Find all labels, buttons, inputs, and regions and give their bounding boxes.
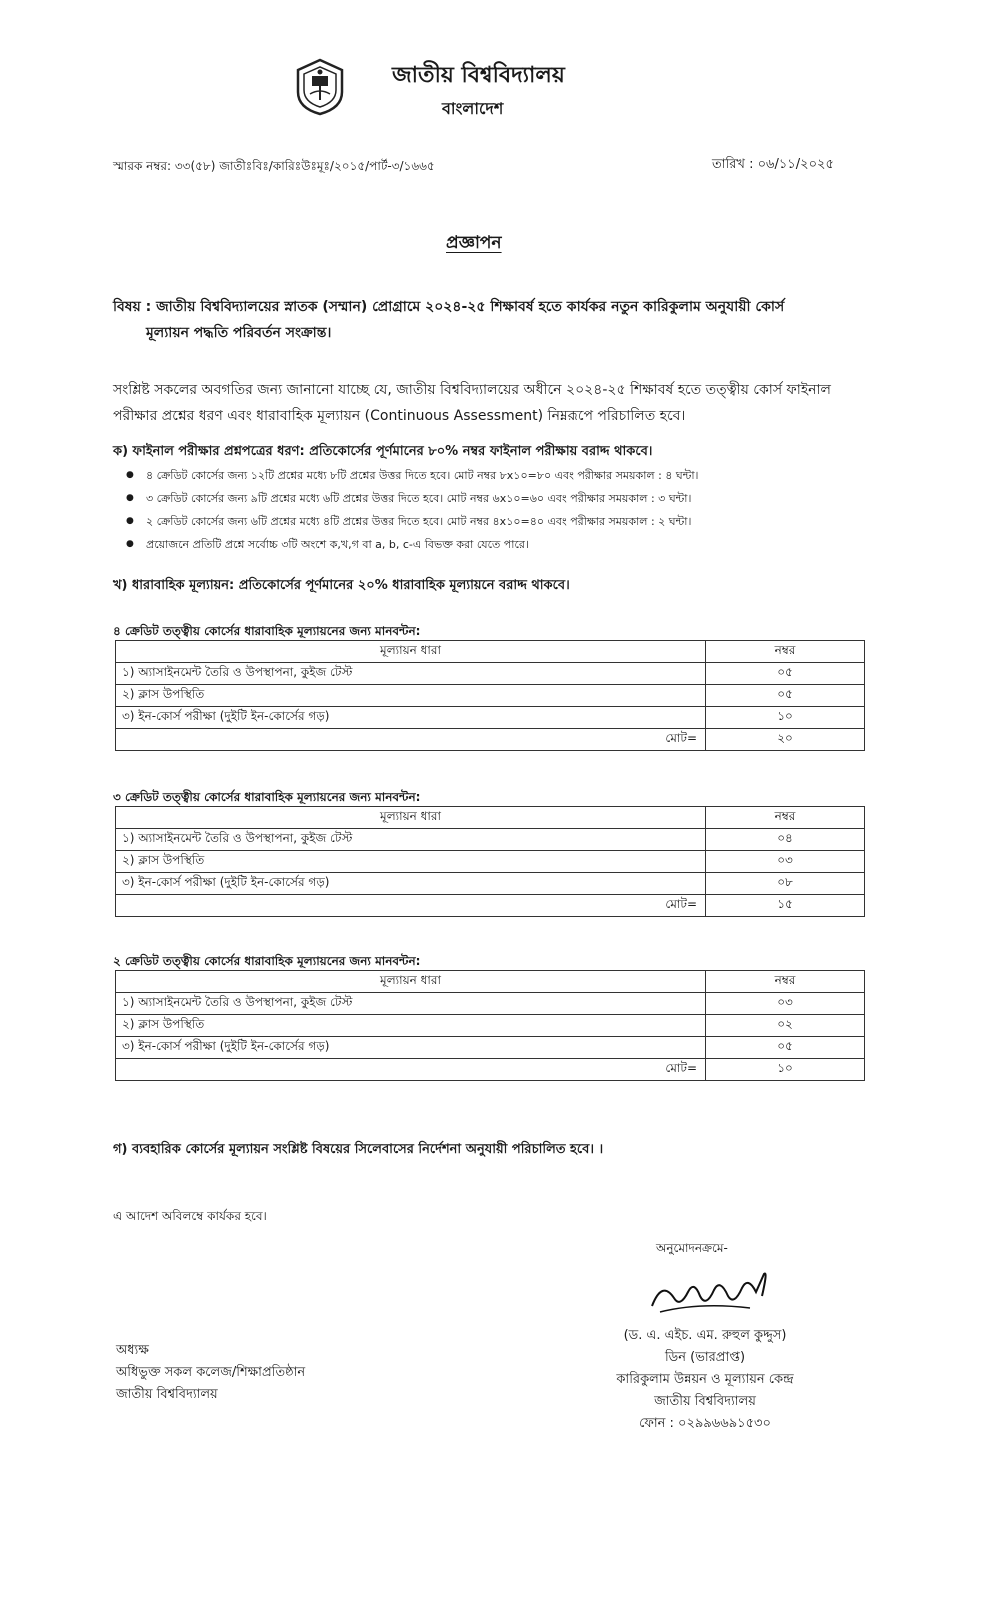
criteria-cell: ২) ক্লাস উপস্থিতি: [116, 685, 706, 707]
column-header-marks: নম্বর: [706, 971, 865, 993]
recipient-line-1: অধ্যক্ষ: [116, 1343, 149, 1358]
total-row: [116, 729, 865, 751]
table-row: [116, 851, 865, 873]
marks-cell: ১০: [706, 707, 865, 729]
subject-line-1: বিষয় : জাতীয় বিশ্ববিদ্যালয়ের স্নাতক (সম্মান) প্রোগ্রামে ২০২৪-২৫ শিক্ষাবর্ষ হতে কার্যকর নতুন কারিকুলাম অনুযায়ী কোর্স: [113, 299, 785, 315]
table-row: [116, 707, 865, 729]
marks-cell: ০৩: [706, 851, 865, 873]
total-label: মোট=: [116, 729, 706, 751]
total-label: মোট=: [116, 1059, 706, 1081]
list-item: ● প্রয়োজনে প্রতিটি প্রশ্নে সর্বোচ্চ ৩টি অংশে ক,খ,গ বা a, b, c-এ বিভক্ত করা যেতে পারে।: [126, 533, 698, 556]
criteria-cell: ৩) ইন-কোর্স পরীক্ষা (দুইটি ইন-কোর্সের গড়): [116, 1037, 706, 1059]
marks-cell: ০৫: [706, 685, 865, 707]
table-title-2-credit: ২ ক্রেডিট তত্ত্বীয় কোর্সের ধারাবাহিক মূল্যায়নের জন্য মানবন্টন:: [113, 954, 421, 968]
table-row: [116, 873, 865, 895]
total-value: ১৫: [706, 895, 865, 917]
marks-cell: ০৮: [706, 873, 865, 895]
criteria-cell: ৩) ইন-কোর্স পরীক্ষা (দুইটি ইন-কোর্সের গড়): [116, 873, 706, 895]
column-header-marks: নম্বর: [706, 807, 865, 829]
marks-table-2-credit: [115, 970, 865, 1081]
criteria-cell: ৩) ইন-কোর্স পরীক্ষা (দুইটি ইন-কোর্সের গড়): [116, 707, 706, 729]
approval-text: অনুমোদনক্রমে-: [656, 1241, 728, 1255]
column-header-criteria: মূল্যায়ন ধারা: [116, 807, 706, 829]
section-a-title: ক) ফাইনাল পরীক্ষার প্রশ্নপত্রের ধরণ: প্রতিকোর্সের পূর্ণমানের ৮০% নম্বর ফাইনাল পরীক্ষায় বরাদ্দ থাকবে।: [113, 444, 653, 459]
marks-cell: ০৫: [706, 663, 865, 685]
column-header-criteria: মূল্যায়ন ধারা: [116, 641, 706, 663]
recipient-line-3: জাতীয় বিশ্ববিদ্যালয়: [116, 1387, 218, 1402]
criteria-cell: ২) ক্লাস উপস্থিতি: [116, 1015, 706, 1037]
total-value: ২০: [706, 729, 865, 751]
table-row: [116, 1037, 865, 1059]
table-row: [116, 663, 865, 685]
subject-line-2: মূল্যায়ন পদ্ধতি পরিবর্তন সংক্রান্ত।: [146, 325, 332, 341]
signer-name: (ড. এ. এইচ. এম. রুহুল কুদ্দুস): [623, 1328, 787, 1343]
list-item: ● ৩ ক্রেডিট কোর্সের জন্য ৯টি প্রশ্নের মধ্যে ৬টি প্রশ্নের উত্তর দিতে হবে। মোট নম্বর ৬x১০=৬০ এবং পরীক্ষার সময়কাল : ৩ ঘন্টা।: [126, 487, 698, 510]
intro-paragraph: সংশ্লিষ্ট সকলের অবগতির জন্য জানানো যাচ্ছে যে, জাতীয় বিশ্ববিদ্যালয়ের অধীনে ২০২৪-২৫ শিক্ষাবর্ষ হতে তত্ত্বীয় কোর্স ফাইনাল পরীক্ষার প্রশ্নের ধরণ এবং ধারাবাহিক মূল্যায়ন (Continuous Assessment) নিম্নরূপে পরিচালিত হবে।: [113, 382, 831, 424]
section-c-text: গ) ব্যবহারিক কোর্সের মূল্যায়ন সংশ্লিষ্ট বিষয়ের সিলেবাসের নির্দেশনা অনুযায়ী পরিচালিত হবে। ।: [113, 1142, 604, 1157]
university-logo-icon: [292, 56, 348, 116]
column-header-criteria: মূল্যায়ন ধারা: [116, 971, 706, 993]
criteria-cell: ১) অ্যাসাইনমেন্ট তৈরি ও উপস্থাপনা, কুইজ টেস্ট: [116, 829, 706, 851]
university-name: জাতীয় বিশ্ববিদ্যালয়: [392, 63, 565, 88]
signer-title: ডিন (ভারপ্রাপ্ত): [664, 1350, 746, 1365]
total-row: [116, 895, 865, 917]
marks-cell: ০৪: [706, 829, 865, 851]
criteria-cell: ১) অ্যাসাইনমেন্ট তৈরি ও উপস্থাপনা, কুইজ টেস্ট: [116, 993, 706, 1015]
list-item: ● ২ ক্রেডিট কোর্সের জন্য ৬টি প্রশ্নের মধ্যে ৪টি প্রশ্নের উত্তর দিতে হবে। মোট নম্বর ৪x১০=৪০ এবং পরীক্ষার সময়কাল : ২ ঘন্টা।: [126, 510, 698, 533]
signer-office: কারিকুলাম উন্নয়ন ও মূল্যায়ন কেন্দ্র: [616, 1372, 794, 1387]
table-row: [116, 829, 865, 851]
criteria-cell: ২) ক্লাস উপস্থিতি: [116, 851, 706, 873]
table-row: [116, 685, 865, 707]
marks-table-3-credit: [115, 806, 865, 917]
signer-phone: ফোন : ০২৯৯৬৬৯১৫৩০: [639, 1416, 771, 1431]
table-row: [116, 993, 865, 1015]
memo-number: স্মারক নম্বর: ৩৩(৫৮) জাতীঃবিঃ/কারিঃউঃমূঃ/২০১৫/পার্ট-৩/১৬৬৫: [113, 159, 435, 173]
table-title-3-credit: ৩ ক্রেডিট তত্ত্বীয় কোর্সের ধারাবাহিক মূল্যায়নের জন্য মানবন্টন:: [113, 790, 421, 804]
recipient-line-2: অধিভুক্ত সকল কলেজ/শিক্ষাপ্রতিষ্ঠান: [116, 1365, 306, 1380]
subject-line: [113, 294, 865, 346]
marks-table-4-credit: [115, 640, 865, 751]
signature-icon: [640, 1262, 790, 1322]
marks-cell: ০৫: [706, 1037, 865, 1059]
marks-cell: ০২: [706, 1015, 865, 1037]
table-row: [116, 1015, 865, 1037]
column-header-marks: নম্বর: [706, 641, 865, 663]
criteria-cell: ১) অ্যাসাইনমেন্ট তৈরি ও উপস্থাপনা, কুইজ টেস্ট: [116, 663, 706, 685]
list-item: ● ৪ ক্রেডিট কোর্সের জন্য ১২টি প্রশ্নের মধ্যে ৮টি প্রশ্নের উত্তর দিতে হবে। মোট নম্বর ৮x১০=৮০ এবং পরীক্ষার সময়কাল : ৪ ঘন্টা।: [126, 464, 698, 487]
signer-block: [605, 1325, 805, 1435]
page-title: প্রজ্ঞাপন: [446, 233, 502, 253]
signer-institution: জাতীয় বিশ্ববিদ্যালয়: [654, 1394, 756, 1409]
country-name: বাংলাদেশ: [442, 99, 504, 118]
section-a-bullets: [126, 464, 698, 556]
notice-date: তারিখ : ০৬/১১/২০২৫: [712, 157, 834, 172]
table-title-4-credit: ৪ ক্রেডিট তত্ত্বীয় কোর্সের ধারাবাহিক মূল্যায়নের জন্য মানবন্টন:: [113, 624, 421, 638]
section-b-title: খ) ধারাবাহিক মূল্যায়ন: প্রতিকোর্সের পূর্ণমানের ২০% ধারাবাহিক মূল্যায়নে বরাদ্দ থাকবে।: [113, 578, 570, 593]
marks-cell: ০৩: [706, 993, 865, 1015]
total-value: ১০: [706, 1059, 865, 1081]
total-label: মোট=: [116, 895, 706, 917]
recipient-block: [116, 1340, 305, 1406]
total-row: [116, 1059, 865, 1081]
effective-note: এ আদেশ অবিলম্বে কার্যকর হবে।: [113, 1209, 267, 1223]
